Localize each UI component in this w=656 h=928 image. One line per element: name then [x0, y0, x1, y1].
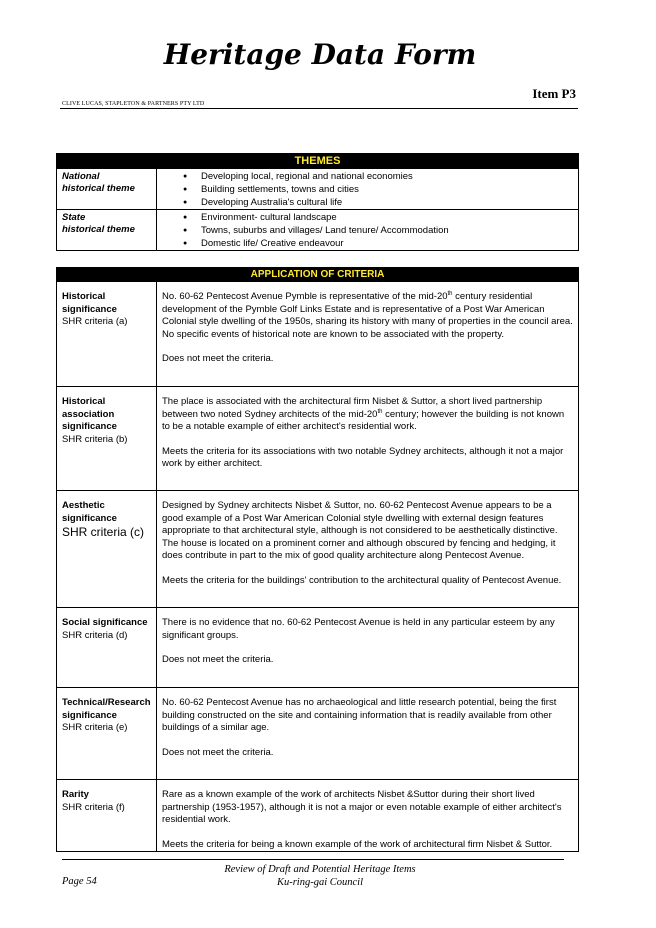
footer-rule: [62, 859, 564, 860]
theme-label-line: State: [62, 212, 86, 223]
criteria-row-historical: [57, 282, 579, 387]
theme-item: ● Towns, suburbs and villages/ Land tenure/ Accommodation: [157, 224, 578, 237]
theme-row-state: [57, 210, 579, 251]
criteria-paragraph: Does not meet the criteria.: [162, 746, 274, 758]
criteria-title: Historical: [62, 291, 106, 302]
criteria-paragraph: No. 60-62 Pentecost Avenue Pymble is representative of the mid-20th century residential development of the Pymble Golf Links Estate and is representative of a Post War American Colonial style dwelling of the 1950s, sharing its history with many of properties in the council area. No specific events of historical note are known to be associated with the property.: [162, 290, 573, 340]
theme-item: ● Building settlements, towns and cities: [157, 183, 578, 196]
criteria-title: significance: [62, 512, 117, 524]
criteria-row-technical: [57, 688, 579, 780]
page-number: Page 54: [62, 876, 97, 887]
criteria-paragraph: Meets the criteria for being a known example of the work of architectural firm Nisbet & Suttor.: [162, 838, 553, 850]
theme-row-national: [57, 169, 579, 210]
theme-label: [57, 210, 157, 251]
criteria-row-aesthetic: [57, 491, 579, 608]
criteria-code: SHR criteria (d): [62, 629, 128, 641]
criteria-text: [157, 387, 579, 491]
criteria-paragraph: Does not meet the criteria.: [162, 654, 274, 665]
criteria-title: association: [62, 408, 115, 420]
criteria-paragraph: The place is associated with the architectural firm Nisbet & Suttor, a short lived partnership between two noted Sydney architects of the mid-20th century; however the building is not known to be a notable example of either architect's residential work.: [162, 396, 565, 432]
criteria-paragraph: Does not meet the criteria.: [162, 353, 274, 364]
footer-line: Review of Draft and Potential Heritage Items: [224, 864, 416, 875]
header-rule: [60, 108, 578, 109]
criteria-text: [157, 491, 579, 608]
criteria-title: significance: [62, 421, 117, 432]
criteria-text: [157, 688, 579, 780]
criteria-code: SHR criteria (e): [62, 722, 128, 733]
criteria-title: significance: [62, 709, 117, 721]
criteria-paragraph: There is no evidence that no. 60-62 Pentecost Avenue is held in any particular esteem by any significant groups.: [162, 617, 555, 641]
criteria-heading: APPLICATION OF CRITERIA: [57, 268, 579, 282]
firm-name: CLIVE LUCAS, STAPLETON & PARTNERS PTY LTD: [62, 101, 205, 107]
theme-label: [57, 169, 157, 210]
criteria-paragraph: Rare as a known example of the work of architects Nisbet &Suttor during their short lived partnership (1953-1957), although it is not a major or even notable example of either architect's residential work.: [162, 789, 562, 825]
criteria-text: [157, 608, 579, 688]
criteria-paragraph: Meets the criteria for the buildings' contribution to the architectural quality of Pentecost Avenue.: [162, 574, 562, 586]
criteria-paragraph: No. 60-62 Pentecost Avenue has no archaeological and little research potential, being the first building constructed on the site and containing information that is readily available from other buildings of a similar age.: [162, 697, 557, 733]
criteria-label: [57, 688, 157, 780]
criteria-label: [57, 387, 157, 491]
criteria-label: [57, 491, 157, 608]
footer-line: Ku-ring-gai Council: [276, 877, 364, 888]
criteria-code: SHR criteria (b): [62, 433, 128, 445]
criteria-row-association: [57, 387, 579, 491]
criteria-row-rarity: [57, 780, 579, 852]
criteria-text: [157, 282, 579, 387]
theme-label-line: historical theme: [62, 183, 135, 194]
criteria-title: Historical: [62, 396, 106, 407]
criteria-title: Technical/Research: [62, 697, 151, 708]
criteria-title: significance: [62, 303, 117, 315]
themes-table: [56, 153, 579, 251]
theme-item: ● Domestic life/ Creative endeavour: [157, 237, 578, 250]
theme-items: [157, 169, 579, 210]
theme-item: ● Environment- cultural landscape: [157, 211, 578, 224]
criteria-code: SHR criteria (f): [62, 801, 125, 813]
page-title: Heritage Data Form: [163, 38, 477, 71]
theme-label-line: historical theme: [62, 224, 135, 235]
criteria-paragraph: Designed by Sydney architects Nisbet & Suttor, no. 60-62 Pentecost Avenue appears to be a good example of a Post War American Colonial style dwelling with external design features appropriate to that architectural style, although is not considered to be aesthetically distinctive. The house is located on a prominent corner and although obscured by fencing and hedging, it does contribute in part to the mix of good quality architecture along Pentecost Avenue.: [162, 500, 558, 561]
criteria-paragraph: Meets the criteria for its associations with two notable Sydney architects, although it not a major work by either architect.: [162, 445, 564, 469]
criteria-code: SHR criteria (a): [62, 316, 128, 327]
footer-document-title: [190, 863, 450, 889]
criteria-title: Rarity: [62, 789, 89, 800]
theme-item: ● Developing Australia's cultural life: [157, 196, 578, 209]
criteria-table: [56, 267, 579, 852]
themes-heading: THEMES: [57, 154, 579, 169]
criteria-code: SHR criteria (c): [62, 525, 145, 539]
criteria-label: [57, 282, 157, 387]
criteria-title: Aesthetic: [62, 500, 105, 511]
criteria-text: [157, 780, 579, 852]
theme-item: ● Developing local, regional and national economies: [157, 170, 578, 183]
criteria-label: [57, 608, 157, 688]
theme-label-line: National: [62, 171, 100, 182]
criteria-label: [57, 780, 157, 852]
criteria-row-social: [57, 608, 579, 688]
criteria-title: Social significance: [62, 617, 148, 628]
item-number: Item P3: [532, 86, 576, 101]
theme-items: [157, 210, 579, 251]
